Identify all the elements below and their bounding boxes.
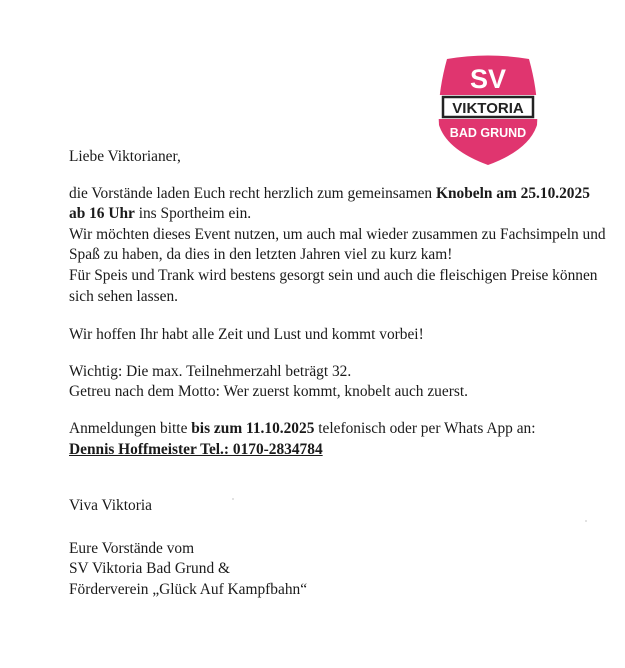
letter-body xyxy=(69,147,609,601)
participant-limit: Wichtig: Die max. Teilnehmerzahl beträgt 32. xyxy=(69,362,352,380)
event-date-bold: Knobeln am 25.10.2025 ab 16 Uhr xyxy=(69,184,590,223)
registration-deadline: bis zum 11.10.2025 xyxy=(191,419,315,437)
registration-text-c: telefonisch oder per Whats App an: xyxy=(314,419,536,437)
paragraph-hope: Wir hoffen Ihr habt alle Zeit und Lust und kommt vorbei! xyxy=(69,326,424,344)
contact-line xyxy=(69,440,609,461)
closing: Viva Viktoria xyxy=(69,497,152,515)
motto-line: Getreu nach dem Motto: Wer zuerst kommt, knobelt auch zuerst. xyxy=(69,383,468,401)
invitation-text-c: ins Sportheim ein. xyxy=(134,205,252,223)
contact-name-phone: Dennis Hoffmeister Tel.: 0170-2834784 xyxy=(69,440,323,458)
greeting: Liebe Viktorianer, xyxy=(69,148,181,165)
signature-line-1: Eure Vorstände vom xyxy=(69,539,195,557)
scan-speck xyxy=(232,498,234,500)
registration-line xyxy=(69,419,609,440)
logo-line1: SV xyxy=(469,64,507,94)
paragraph-food: Für Speis und Trank wird bestens gesorgt sein und auch die fleischigen Preise können sich sehen lassen. xyxy=(69,266,598,305)
paragraph-invitation xyxy=(69,184,609,225)
logo-line2: VIKTORIA xyxy=(452,100,524,117)
paragraph-event-purpose: Wir möchten dieses Event nutzen, um auch mal wieder zusammen zu Fachsimpeln und Spaß zu haben, da dies in den letzten Jahren viel zu kurz kam! xyxy=(69,225,606,264)
invitation-text-a: die Vorstände laden Euch recht herzlich zum gemeinsamen xyxy=(69,184,436,202)
signature-line-3: Förderverein „Glück Auf Kampfbahn“ xyxy=(69,580,308,598)
logo-line3: BAD GRUND xyxy=(449,126,527,140)
signature-line-2: SV Viktoria Bad Grund & xyxy=(69,560,230,578)
scan-speck xyxy=(585,520,587,522)
registration-text-a: Anmeldungen bitte xyxy=(69,419,192,437)
